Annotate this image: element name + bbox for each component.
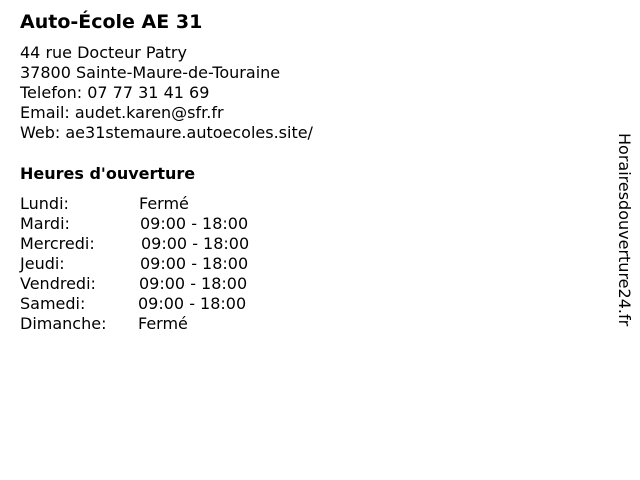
hours-row-wednesday <box>20 234 320 254</box>
hours-row-saturday <box>20 294 320 314</box>
time-value: 09:00 - 18:00 <box>140 214 249 233</box>
day-label: Jeudi: <box>20 254 65 273</box>
opening-hours-table <box>20 194 320 334</box>
time-value: Fermé <box>138 314 188 333</box>
time-value: 09:00 - 18:00 <box>138 294 247 313</box>
address-street: 44 rue Docteur Patry <box>20 43 187 62</box>
day-label: Lundi: <box>20 194 69 213</box>
day-label: Samedi: <box>20 294 86 313</box>
site-brand-vertical: Horairesdouverture24.fr <box>615 133 634 327</box>
day-label: Vendredi: <box>20 274 96 293</box>
hours-row-thursday <box>20 254 320 274</box>
time-value: 09:00 - 18:00 <box>139 274 248 293</box>
phone-number[interactable]: Telefon: 07 77 31 41 69 <box>20 83 210 102</box>
business-contact-block <box>20 43 313 143</box>
hours-row-tuesday <box>20 214 320 234</box>
address-city: 37800 Sainte-Maure-de-Touraine <box>20 63 281 82</box>
time-value: 09:00 - 18:00 <box>140 254 249 273</box>
day-label: Mardi: <box>20 214 70 233</box>
time-value: 09:00 - 18:00 <box>141 234 250 253</box>
hours-row-sunday <box>20 314 320 334</box>
hours-row-monday <box>20 194 320 214</box>
hours-row-friday <box>20 274 320 294</box>
opening-hours-title: Heures d'ouverture <box>20 164 196 183</box>
email-address[interactable]: Email: audet.karen@sfr.fr <box>20 103 224 122</box>
time-value: Fermé <box>139 194 189 213</box>
day-label: Mercredi: <box>20 234 95 253</box>
website-link[interactable]: Web: ae31stemaure.autoecoles.site/ <box>20 123 313 142</box>
day-label: Dimanche: <box>20 314 107 333</box>
business-name: Auto-École AE 31 <box>20 11 203 33</box>
